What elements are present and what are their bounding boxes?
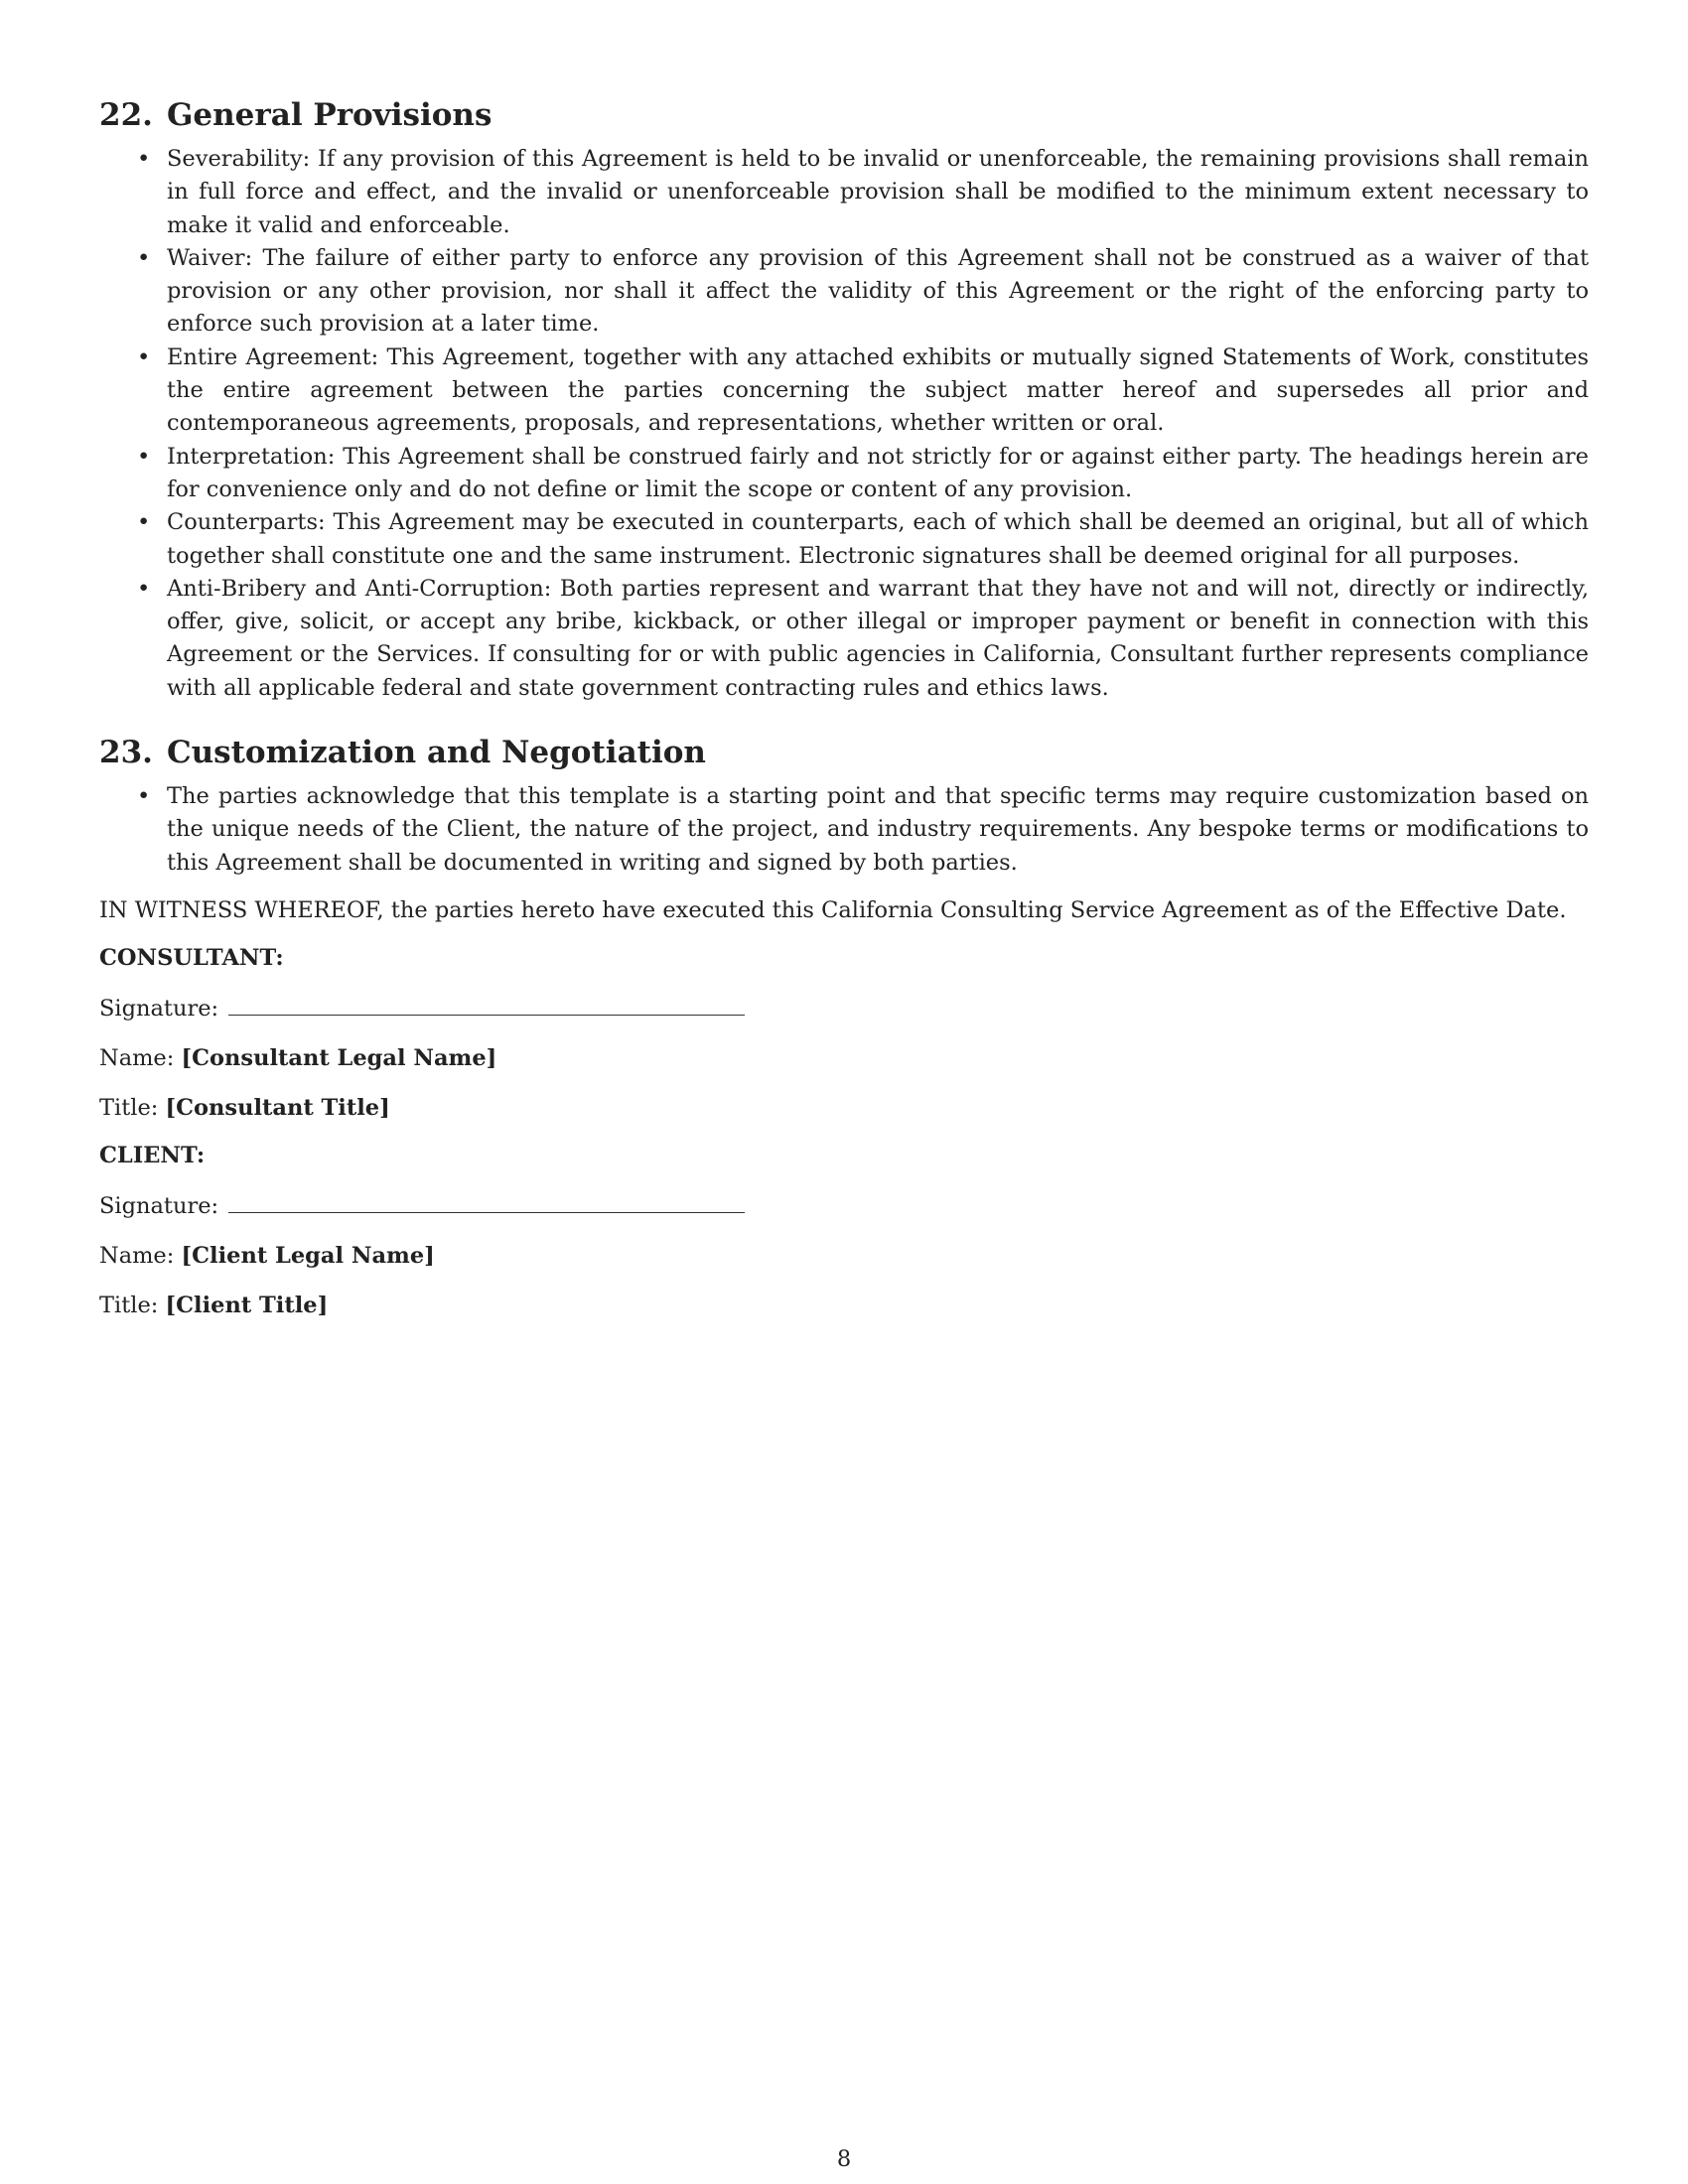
section-heading-customization (99, 733, 1589, 772)
signature-label: Signature: (99, 1192, 219, 1219)
title-label: Title: (99, 1293, 159, 1319)
customization-list (99, 780, 1589, 880)
name-label: Name: (99, 1243, 175, 1270)
provision-anti-bribery: • Anti-Bribery and Anti-Corruption: Both parties represent and warrant that they have not and will not, directly or indirectly, offer, give, solicit, or accept any bribe, kickback, or other illegal or improper payment or benefit in connection with this Agreement or the Services. If consulting for or with public agencies in California, Consultant further represents compliance with all applicable federal and state government contracting rules and ethics laws. (99, 573, 1589, 705)
client-signature-row (99, 1190, 1589, 1223)
client-name-value: [Client Legal Name] (181, 1243, 435, 1270)
client-title-value: [Client Title] (165, 1293, 329, 1319)
provision-interpretation: • Interpretation: This Agreement shall be construed fairly and not strictly for or against either party. The headings herein are for convenience only and do not define or limit the scope or content of any provision. (99, 441, 1589, 507)
consultant-signature-line[interactable] (228, 993, 745, 1016)
title-label: Title: (99, 1095, 159, 1122)
section-title: General Provisions (166, 97, 492, 133)
page-number: 8 (836, 2146, 852, 2172)
provision-severability: • Severability: If any provision of this Agreement is held to be invalid or unenforceable, the remaining provisions shall remain in full force and effect, and the invalid or unenforceable provision shall be modified to the minimum extent necessary to make it valid and enforceable. (99, 143, 1589, 242)
consultant-heading: CONSULTANT: (99, 945, 284, 972)
client-name-row (99, 1240, 1589, 1273)
section-heading-general-provisions (99, 95, 1589, 135)
consultant-title-value: [Consultant Title] (165, 1095, 390, 1122)
client-title-row (99, 1290, 1589, 1322)
client-heading: CLIENT: (99, 1143, 206, 1169)
consultant-title-row (99, 1092, 1589, 1125)
document-page (99, 95, 1589, 1323)
consultant-name-value: [Consultant Legal Name] (181, 1044, 497, 1071)
provision-counterparts: • Counterparts: This Agreement may be executed in counterparts, each of which shall be deemed an original, but all of which together shall constitute one and the same instrument. Electronic signatures shall be deemed original for all purposes. (99, 506, 1589, 573)
provision-waiver: • Waiver: The failure of either party to enforce any provision of this Agreement shall not be construed as a waiver of that provision or any other provision, nor shall it affect the validity of this Agreement or the right of the enforcing party to enforce such provision at a later time. (99, 242, 1589, 341)
section-number: 22. (99, 97, 153, 133)
consultant-name-row (99, 1042, 1589, 1075)
name-label: Name: (99, 1044, 175, 1071)
general-provisions-list (99, 143, 1589, 705)
section-title: Customization and Negotiation (166, 735, 706, 771)
signature-label: Signature: (99, 995, 219, 1022)
section-number: 23. (99, 735, 153, 771)
provision-entire-agreement: • Entire Agreement: This Agreement, together with any attached exhibits or mutually signed Statements of Work, constitutes the entire agreement between the parties concerning the subject matter hereof and supersedes all prior and contemporaneous agreements, proposals, and representations, whether written or oral. (99, 341, 1589, 441)
consultant-signature-row (99, 993, 1589, 1025)
witness-statement: IN WITNESS WHEREOF, the parties hereto have executed this California Consulting Service Agreement as of the Effective Date. (99, 896, 1567, 923)
provision-customization: • The parties acknowledge that this template is a starting point and that specific terms may require customization based on the unique needs of the Client, the nature of the project, and industry requirements. Any bespoke terms or modifications to this Agreement shall be documented in writing and signed by both parties. (99, 780, 1589, 880)
client-signature-line[interactable] (228, 1190, 745, 1213)
